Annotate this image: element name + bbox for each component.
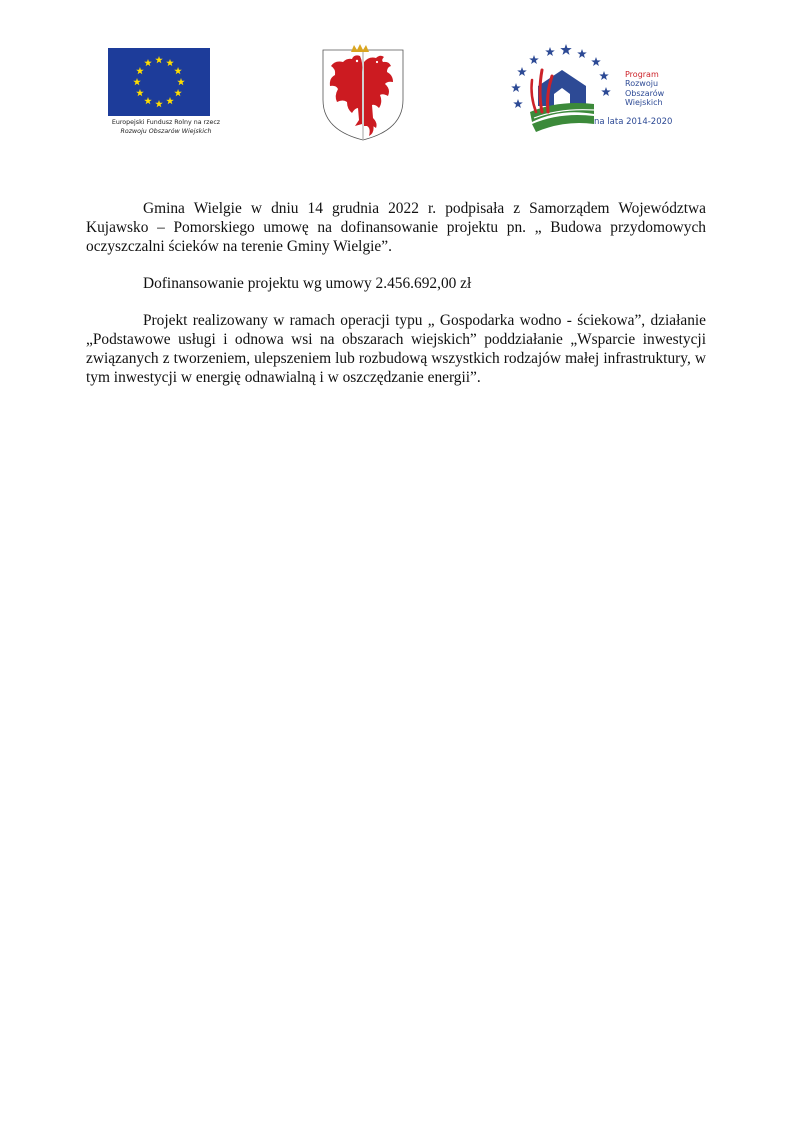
prow-years: na lata 2014-2020 xyxy=(594,117,673,127)
paragraph-programme-details: Projekt realizowany w ramach operacji typu „ Gospodarka wodno - ściekowa”, działanie „Podstawowe usługi i odnowa wsi na obszarach wiejskich” poddziałanie „Wsparcie inwestycji związanych z tworzeniem, ulepszeniem lub rozbudową wszystkich rodzajów małej infrastruktury, w tym inwestycji w energię odnawialną i w oszczędzanie energii”. xyxy=(86,312,706,386)
eu-star-icon xyxy=(155,100,163,107)
prow-line-2: Rozwoju xyxy=(625,79,659,89)
prow-star-icon xyxy=(511,83,521,92)
prow-star-icon xyxy=(560,44,571,55)
eu-star-icon xyxy=(136,67,144,74)
prow-line-4: Wiejskich xyxy=(625,98,663,108)
header-logos xyxy=(0,0,800,160)
paragraph-agreement: Gmina Wielgie w dniu 14 grudnia 2022 r. podpisała z Samorządem Województwa Kujawsko – Pomorskiego umowę na dofinansowanie projektu pn. „ Budowa przydomowych oczyszczalni ścieków na terenie Gminy Wielgie”. xyxy=(86,200,706,255)
eu-star-icon xyxy=(166,97,174,104)
prow-star-icon xyxy=(517,67,527,76)
eu-star-icon xyxy=(174,67,182,74)
eu-flag-icon xyxy=(108,48,210,116)
prow-star-icon xyxy=(601,87,611,96)
eu-caption-line1: Europejski Fundusz Rolny na rzecz xyxy=(111,119,221,126)
eu-star-icon xyxy=(166,59,174,66)
eu-efrrow-logo xyxy=(96,48,236,140)
eu-star-icon xyxy=(144,97,152,104)
eu-star-icon xyxy=(144,59,152,66)
eu-stars-icon xyxy=(108,48,210,116)
eu-star-icon xyxy=(136,89,144,96)
eu-star-icon xyxy=(133,78,141,85)
prow-logo xyxy=(508,42,673,136)
eu-star-icon xyxy=(177,78,185,85)
prow-star-icon xyxy=(591,57,601,66)
document-body xyxy=(86,199,706,387)
paragraph-funding-amount: Dofinansowanie projektu wg umowy 2.456.692,00 zł xyxy=(143,275,472,292)
prow-star-icon xyxy=(545,47,555,56)
prow-line-1: Program xyxy=(625,70,659,79)
griffin-eagle-coat-of-arms-icon xyxy=(321,42,405,142)
eu-star-icon xyxy=(155,56,163,63)
prow-star-icon xyxy=(599,71,609,80)
prow-star-icon xyxy=(529,55,539,64)
eu-star-icon xyxy=(174,89,182,96)
eu-logo-caption xyxy=(96,118,236,136)
coat-of-arms xyxy=(321,42,405,142)
eu-caption-line2: Rozwoju Obszarów Wiejskich xyxy=(120,128,212,135)
prow-line-3: Obszarów xyxy=(625,88,665,98)
prow-star-icon xyxy=(577,49,587,58)
prow-star-icon xyxy=(513,99,523,108)
prow-name xyxy=(625,70,664,108)
